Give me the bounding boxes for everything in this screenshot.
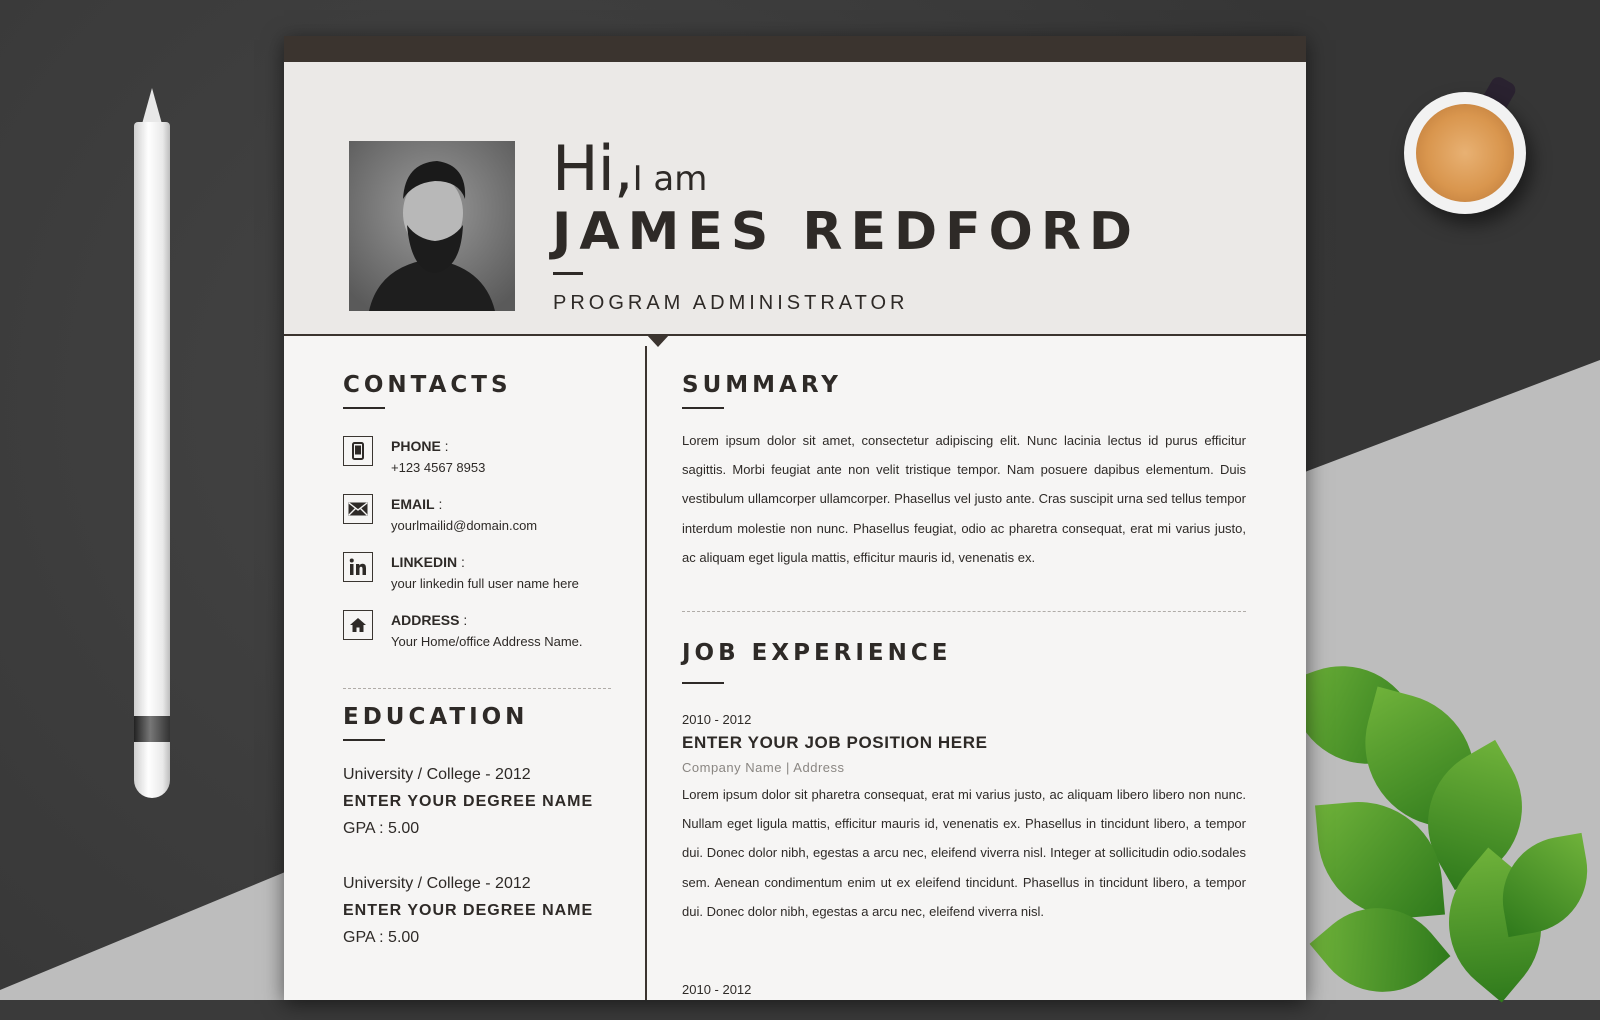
- job-role: PROGRAM ADMINISTRATOR: [553, 292, 909, 314]
- summary-underline: [682, 407, 724, 409]
- job-position: ENTER YOUR JOB POSITION HERE: [682, 733, 988, 752]
- column-divider: [645, 346, 647, 1000]
- contacts-title: CONTACTS: [343, 372, 512, 398]
- education-underline: [343, 739, 385, 741]
- contacts-underline: [343, 407, 385, 409]
- contact-label: PHONE :: [391, 438, 449, 454]
- contact-value: +123 4567 8953: [391, 460, 486, 475]
- contact-linkedin: [343, 552, 623, 596]
- envelope-icon: [343, 494, 373, 524]
- education-item: [343, 875, 623, 947]
- greeting-hi: Hi,: [552, 132, 633, 205]
- summary-title: SUMMARY: [682, 372, 842, 398]
- education-title: EDUCATION: [343, 704, 529, 730]
- school-name: University / College - 2012: [343, 875, 531, 892]
- contact-value: Your Home/office Address Name.: [391, 634, 583, 649]
- school-name: University / College - 2012: [343, 766, 531, 783]
- resume-header: [284, 62, 1306, 336]
- top-bar: [284, 36, 1306, 62]
- contact-label: ADDRESS :: [391, 612, 468, 628]
- coffee: [1416, 104, 1514, 202]
- summary-text: Lorem ipsum dolor sit amet, consectetur adipiscing elit. Nunc lacinia lectus id purus efficitur sagittis. Morbi feugiat ante non velit tristique tempor. Nam posuere dapibus elementum. Duis vestibulum ullamcorper ullamcorper. Phasellus vel justo ante. Cras suscipit urna sed tellus tempor interdum molestie non nunc. Phasellus feugiat, odio ac pharetra consequat, erat mi varius justo, ac aliquam eget ligula mattis, efficitur mauris id, venenatis ex.: [682, 433, 1246, 565]
- home-icon: [343, 610, 373, 640]
- job-company: Company Name | Address: [682, 760, 845, 775]
- education-item: [343, 766, 623, 838]
- profile-photo: [349, 141, 515, 311]
- name-underline: [553, 272, 583, 275]
- contact-address: [343, 610, 623, 654]
- summary-divider: [682, 611, 1246, 612]
- linkedin-icon: [343, 552, 373, 582]
- pencil-decoration: [132, 88, 172, 800]
- experience-underline: [682, 682, 724, 684]
- phone-icon: [343, 436, 373, 466]
- contact-label: LINKEDIN :: [391, 554, 465, 570]
- greeting-i-am: I am: [632, 159, 708, 199]
- job-years: 2010 - 2012: [682, 982, 752, 997]
- degree-name: ENTER YOUR DEGREE NAME: [343, 902, 594, 919]
- greeting: [552, 132, 707, 205]
- contact-value: your linkedin full user name here: [391, 576, 579, 591]
- gpa: GPA : 5.00: [343, 929, 420, 946]
- header-pointer: [646, 334, 670, 347]
- contacts-divider: [343, 688, 611, 689]
- resume-page: [284, 36, 1306, 1000]
- contact-email: [343, 494, 623, 538]
- full-name: JAMES REDFORD: [552, 202, 1141, 262]
- job-description: Lorem ipsum dolor sit pharetra consequat, erat mi varius justo, ac aliquam libero libero non nunc. Nullam eget ligula mattis, efficitur mauris id, venenatis ex. Phasellus in tincidunt libero, a tempor dui. Donec dolor nibh, egestas a arcu nec, eleifend viverra nisl. Integer at sollicitudin odio.sodales sem. Aenean condimentum enim ut ex eleifend tincidunt. Phasellus in tincidunt libero, a tempor dui. Donec dolor nibh, egestas a arcu nec, eleifend viverra nisl.: [682, 787, 1246, 919]
- contact-phone: [343, 436, 623, 480]
- job-years: 2010 - 2012: [682, 712, 752, 727]
- contact-label: EMAIL :: [391, 496, 443, 512]
- contact-value: yourlmailid@domain.com: [391, 518, 538, 533]
- degree-name: ENTER YOUR DEGREE NAME: [343, 793, 594, 810]
- experience-title: JOB EXPERIENCE: [682, 640, 952, 666]
- gpa: GPA : 5.00: [343, 820, 420, 837]
